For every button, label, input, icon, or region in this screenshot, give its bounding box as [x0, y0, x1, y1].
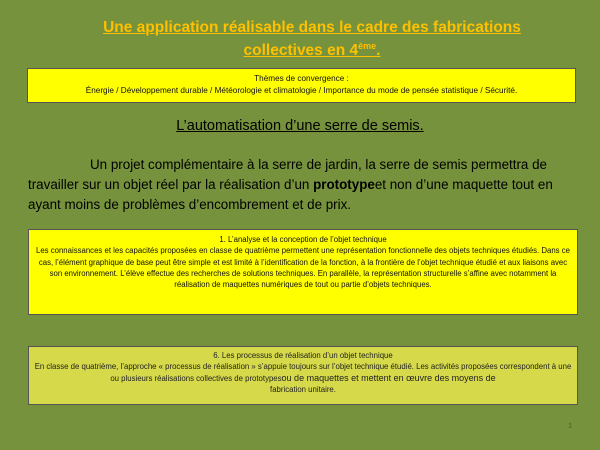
themes-heading: Thèmes de convergence : — [254, 74, 349, 83]
process-end: fabrication unitaire. — [270, 384, 336, 394]
process-tail: ou de maquettes et mettent en œuvre des moyens de — [281, 372, 496, 383]
analysis-heading: 1. L’analyse et la conception de l’objet technique — [219, 235, 387, 244]
process-prototypes: prototypes — [245, 373, 282, 383]
page-number: 1 — [568, 423, 572, 430]
intro-paragraph — [28, 155, 576, 215]
analysis-body: Les connaissances et les capacités proposées en classe de quatrième permettent une représentation fonctionnelle des objets techniques étudiés. Dans ce cas, l’élément graphique de base peut être simple et est limité à l’identification de la fonction, à la frontière de l’objet technique étudié et aux liaisons avec son environnement. L’élève effectue des recherches de solutions techniques. En parallèle, la représentation structurelle s’affine avec notamment la réalisation de maquettes numériques de tout ou partie d’objets techniques. — [36, 246, 570, 290]
title-text: Une application réalisable dans le cadre des fabrications collectives en 4 — [103, 19, 521, 60]
analysis-box — [28, 229, 578, 315]
paragraph-part1: Un projet complémentaire à la serre de jardin, la serre de semis permettra de travailler sur un objet réel par la réalisation d’un — [28, 157, 547, 192]
process-body: En classe de quatrième, l’approche « processus de réalisation » s’appuie toujours sur l’objet technique étudié. Les activités proposées correspondent à une ou plusieurs réalisations collectives de — [34, 362, 572, 383]
slide-title — [62, 18, 562, 60]
title-end: . — [376, 42, 381, 60]
process-box — [28, 346, 578, 405]
subtitle: L’automatisation d’une serre de semis. — [176, 118, 424, 134]
title-superscript: ème — [358, 41, 377, 51]
themes-box — [27, 68, 576, 103]
process-body-wrap — [33, 361, 573, 384]
process-heading: 6. Les processus de réalisation d’un objet technique — [213, 351, 393, 360]
paragraph-part2: et non d’une maquette tout en ayant moins de problèmes d’encombrement et de prix. — [28, 177, 553, 212]
themes-list: Énergie / Développement durable / Météorologie et climatologie / Importance du mode de pensée statistique / Sécurité. — [85, 86, 518, 95]
paragraph-bold: prototype — [313, 177, 375, 192]
